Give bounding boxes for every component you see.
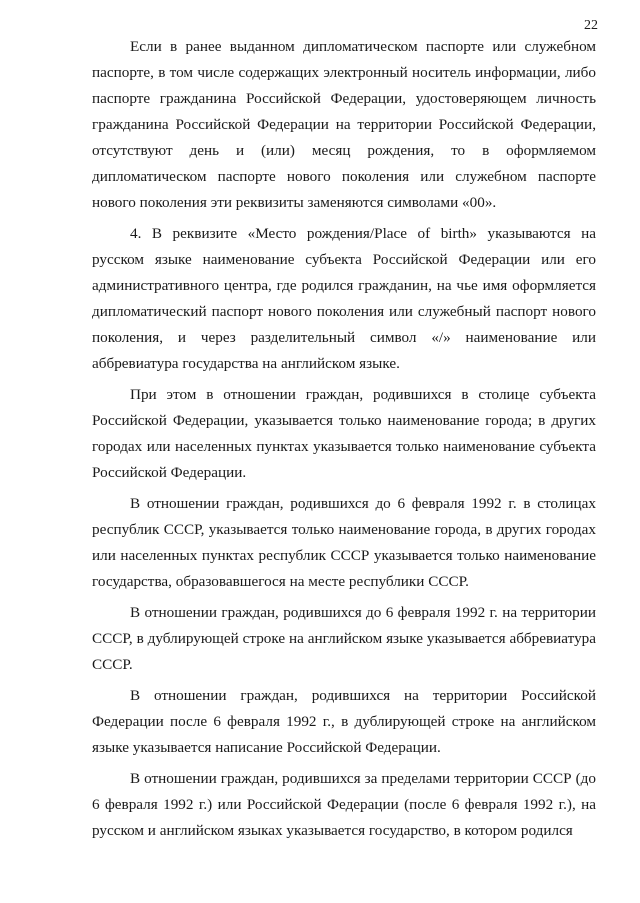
page-number: 22	[584, 18, 598, 33]
paragraph-ussr-territory: В отношении граждан, родившихся до 6 февраля 1992 г. на территории СССР, в дублирующей строке на английском языке указывается аббревиатура СССР.	[92, 604, 596, 673]
document-body	[92, 34, 596, 844]
paragraph-outside-territory: В отношении граждан, родившихся за пределами территории СССР (до 6 февраля 1992 г.) или Российской Федерации (после 6 февраля 1992 г.), на русском и английском языках указывается государство, в котором родился	[92, 770, 596, 839]
paragraph-place-of-birth: 4. В реквизите «Место рождения/Place of birth» указываются на русском языке наименование субъекта Российской Федерации или его административного центра, где родился гражданин, на чье имя оформляется дипломатический паспорт нового поколения или служебный паспорт нового поколения, и через разделительный символ «/» наименование или аббревиатура государства на английском языке.	[92, 225, 596, 372]
paragraph-ussr-republics: В отношении граждан, родившихся до 6 февраля 1992 г. в столицах республик СССР, указывается только наименование города, в других городах или населенных пунктах республик СССР указывается только наименование государства, образовавшегося на месте республики СССР.	[92, 495, 596, 590]
paragraph-subject-capital: При этом в отношении граждан, родившихся в столице субъекта Российской Федерации, указывается только наименование города; в других городах или населенных пунктах указывается только наименование субъекта Российской Федерации.	[92, 386, 596, 481]
paragraph-russian-federation: В отношении граждан, родившихся на территории Российской Федерации после 6 февраля 1992 г., в дублирующей строке на английском языке указывается написание Российской Федерации.	[92, 687, 596, 756]
paragraph-missing-birth-date: Если в ранее выданном дипломатическом паспорте или служебном паспорте, в том числе содержащих электронный носитель информации, либо паспорте гражданина Российской Федерации, удостоверяющем личность гражданина Российской Федерации на территории Российской Федерации, отсутствуют день и (или) месяц рождения, то в оформляемом дипломатическом паспорте нового поколения или служебном паспорте нового поколения эти реквизиты заменяются символами «00».	[92, 38, 596, 211]
